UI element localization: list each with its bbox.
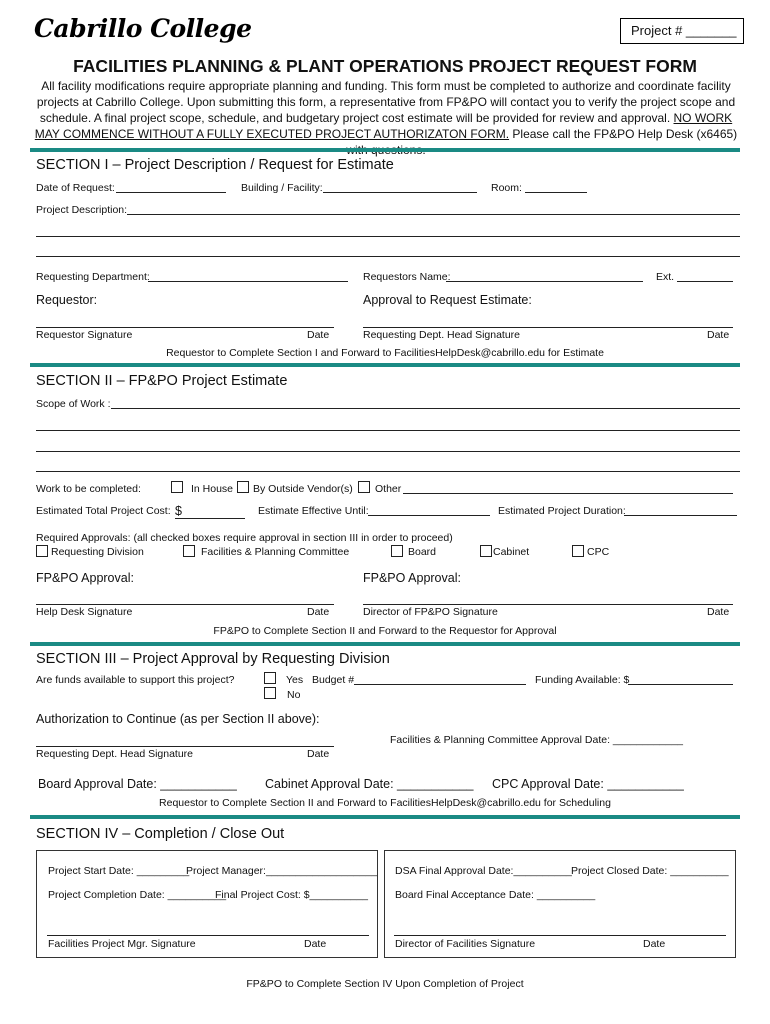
effective-until-label: Estimate Effective Until:: [258, 505, 369, 517]
work-completed-label: Work to be completed:: [36, 483, 141, 495]
intro-text: All facility modifications require appropriate planning and funding. This form must be completed to authorize and coordinate facility projects at Cabrillo College. Upon submitting this form, a representative from FP&PO will contact you to verify the project scope and schedule. A final project scope, schedule, and budgetary project cost estimate will be provided for review and approval.: [36, 79, 736, 125]
intro-warning: NO WORK MAY COMMENCE WITHOUT A FULLY EXECUTED PROJECT AUTHORIZATON FORM.: [34, 111, 733, 141]
outside-vendor-checkbox[interactable]: [237, 481, 249, 493]
scope-label: Scope of Work :: [36, 398, 111, 410]
board-label: Board: [408, 546, 437, 558]
cabinet-label: Cabinet: [493, 546, 530, 558]
ext-label: Ext.: [656, 271, 675, 283]
requestor-signature-line[interactable]: [36, 327, 334, 328]
approval-label: Approval to Request Estimate:: [363, 293, 532, 307]
ext-field[interactable]: [677, 281, 733, 282]
other-checkbox[interactable]: [358, 481, 370, 493]
required-approvals-label: Required Approvals: (all checked boxes require approval in section III in order to proceed): [36, 532, 453, 544]
room-label: Room:: [491, 182, 522, 194]
closed-date-field[interactable]: Project Closed Date: __________: [571, 865, 729, 877]
date-label: Date: [707, 606, 730, 618]
section3-title: SECTION III – Project Approval by Requesting Division: [36, 651, 390, 667]
section2-title: SECTION II – FP&PO Project Estimate: [36, 373, 288, 389]
scope-line[interactable]: [36, 451, 740, 452]
funding-field[interactable]: [628, 684, 733, 685]
scope-line[interactable]: [36, 430, 740, 431]
help-desk-signature-line[interactable]: [36, 604, 334, 605]
mgr-signature-label: Facilities Project Mgr. Signature: [48, 938, 196, 950]
funds-yes-label: Yes: [286, 674, 304, 686]
section1-title: SECTION I – Project Description / Request for Estimate: [36, 157, 394, 173]
mgr-signature-line[interactable]: [47, 935, 369, 936]
fppo-approval-label: FP&PO Approval:: [36, 571, 134, 585]
committee-date[interactable]: Facilities & Planning Committee Approval Date: ____________: [390, 734, 684, 746]
scope-line[interactable]: [36, 471, 740, 472]
section3-footer: Requestor to Complete Section II and Forward to FacilitiesHelpDesk@cabrillo.edu for Scheduling: [159, 797, 611, 809]
cpc-approval-date[interactable]: CPC Approval Date: ___________: [492, 777, 684, 791]
section-divider: [30, 642, 740, 646]
director-signature-line[interactable]: [363, 604, 733, 605]
scope-field[interactable]: [111, 408, 740, 409]
date-label: Date: [307, 329, 330, 341]
building-label: Building / Facility:: [241, 182, 323, 194]
room-field[interactable]: [525, 192, 587, 193]
project-manager-field[interactable]: Project Manager:___________________: [186, 865, 377, 877]
acceptance-date-field[interactable]: Board Final Acceptance Date: __________: [395, 889, 596, 901]
cpc-checkbox[interactable]: [572, 545, 584, 557]
director-signature-label: Director of FP&PO Signature: [363, 606, 498, 618]
authorization-label: Authorization to Continue (as per Section II above):: [36, 712, 320, 726]
budget-label: Budget #: [312, 674, 355, 686]
committee-checkbox[interactable]: [183, 545, 195, 557]
date-label: Date: [307, 606, 330, 618]
fppo-approval-label: FP&PO Approval:: [363, 571, 461, 585]
completion-date-field[interactable]: Project Completion Date: __________: [48, 889, 227, 901]
help-desk-signature-label: Help Desk Signature: [36, 606, 133, 618]
cpc-label: CPC: [587, 546, 610, 558]
requestors-name-field[interactable]: [446, 281, 643, 282]
section4-footer: FP&PO to Complete Section IV Upon Completion of Project: [246, 978, 524, 990]
project-description-field[interactable]: [127, 214, 740, 215]
cabrillo-college-logo: Cabrillo College: [34, 14, 252, 43]
funds-yes-checkbox[interactable]: [264, 672, 276, 684]
final-cost-field[interactable]: Final Project Cost: $__________: [215, 889, 368, 901]
section-divider: [30, 363, 740, 367]
start-date-field[interactable]: Project Start Date: _________: [48, 865, 190, 877]
funds-question: Are funds available to support this project?: [36, 674, 235, 686]
committee-label: Facilities & Planning Committee: [201, 546, 350, 558]
requestor-label: Requestor:: [36, 293, 98, 307]
director-signature-line[interactable]: [394, 935, 726, 936]
head-signature-line[interactable]: [36, 746, 334, 747]
dsa-date-field[interactable]: DSA Final Approval Date:__________: [395, 865, 572, 877]
project-description-line[interactable]: [36, 236, 740, 237]
cabinet-approval-date[interactable]: Cabinet Approval Date: ___________: [265, 777, 474, 791]
total-cost-label: Estimated Total Project Cost:: [36, 505, 171, 517]
outside-vendor-label: By Outside Vendor(s): [253, 483, 353, 495]
section-divider: [30, 815, 740, 819]
requestors-name-label: Requestors Name:: [363, 271, 451, 283]
date-label: Date: [307, 748, 330, 760]
date-label: Date: [643, 938, 666, 950]
funding-label: Funding Available: $: [535, 674, 630, 686]
requesting-division-label: Requesting Division: [51, 546, 144, 558]
head-signature-label: Requesting Dept. Head Signature: [363, 329, 521, 341]
date-label: Date: [707, 329, 730, 341]
effective-until-field[interactable]: [368, 515, 490, 516]
budget-field[interactable]: [354, 684, 526, 685]
duration-label: Estimated Project Duration:: [498, 505, 626, 517]
date-of-request-label: Date of Request:: [36, 182, 115, 194]
director-signature-label: Director of Facilities Signature: [395, 938, 536, 950]
form-intro: [30, 78, 742, 158]
in-house-checkbox[interactable]: [171, 481, 183, 493]
date-of-request-field[interactable]: [116, 192, 226, 193]
requesting-department-label: Requesting Department:: [36, 271, 150, 283]
other-label: Other: [375, 483, 402, 495]
head-signature-label: Requesting Dept. Head Signature: [36, 748, 194, 760]
funds-no-label: No: [287, 689, 301, 701]
section-divider: [30, 148, 740, 152]
board-approval-date[interactable]: Board Approval Date: ___________: [38, 777, 237, 791]
project-description-label: Project Description:: [36, 204, 128, 216]
form-title: FACILITIES PLANNING & PLANT OPERATIONS PROJECT REQUEST FORM: [73, 56, 697, 76]
other-field[interactable]: [403, 493, 733, 494]
dollar-sign: $: [175, 504, 182, 518]
section2-footer: FP&PO to Complete Section II and Forward to the Requestor for Approval: [213, 625, 557, 637]
project-number-field[interactable]: Project # _______: [620, 18, 744, 44]
cabinet-checkbox[interactable]: [480, 545, 492, 557]
in-house-label: In House: [191, 483, 234, 495]
date-label: Date: [304, 938, 327, 950]
intro-help-text: Please call the FP&PO Help Desk (x6465): [512, 127, 738, 141]
requesting-department-field[interactable]: [148, 281, 348, 282]
funds-no-checkbox[interactable]: [264, 687, 276, 699]
head-signature-line[interactable]: [363, 327, 733, 328]
duration-field[interactable]: [624, 515, 737, 516]
building-field[interactable]: [323, 192, 477, 193]
total-cost-field[interactable]: [175, 518, 245, 519]
project-description-line[interactable]: [36, 256, 740, 257]
section1-footer: Requestor to Complete Section I and Forward to FacilitiesHelpDesk@cabrillo.edu for Estimate: [166, 347, 604, 359]
section4-title: SECTION IV – Completion / Close Out: [36, 826, 285, 842]
requesting-division-checkbox[interactable]: [36, 545, 48, 557]
requestor-signature-label: Requestor Signature: [36, 329, 133, 341]
board-checkbox[interactable]: [391, 545, 403, 557]
